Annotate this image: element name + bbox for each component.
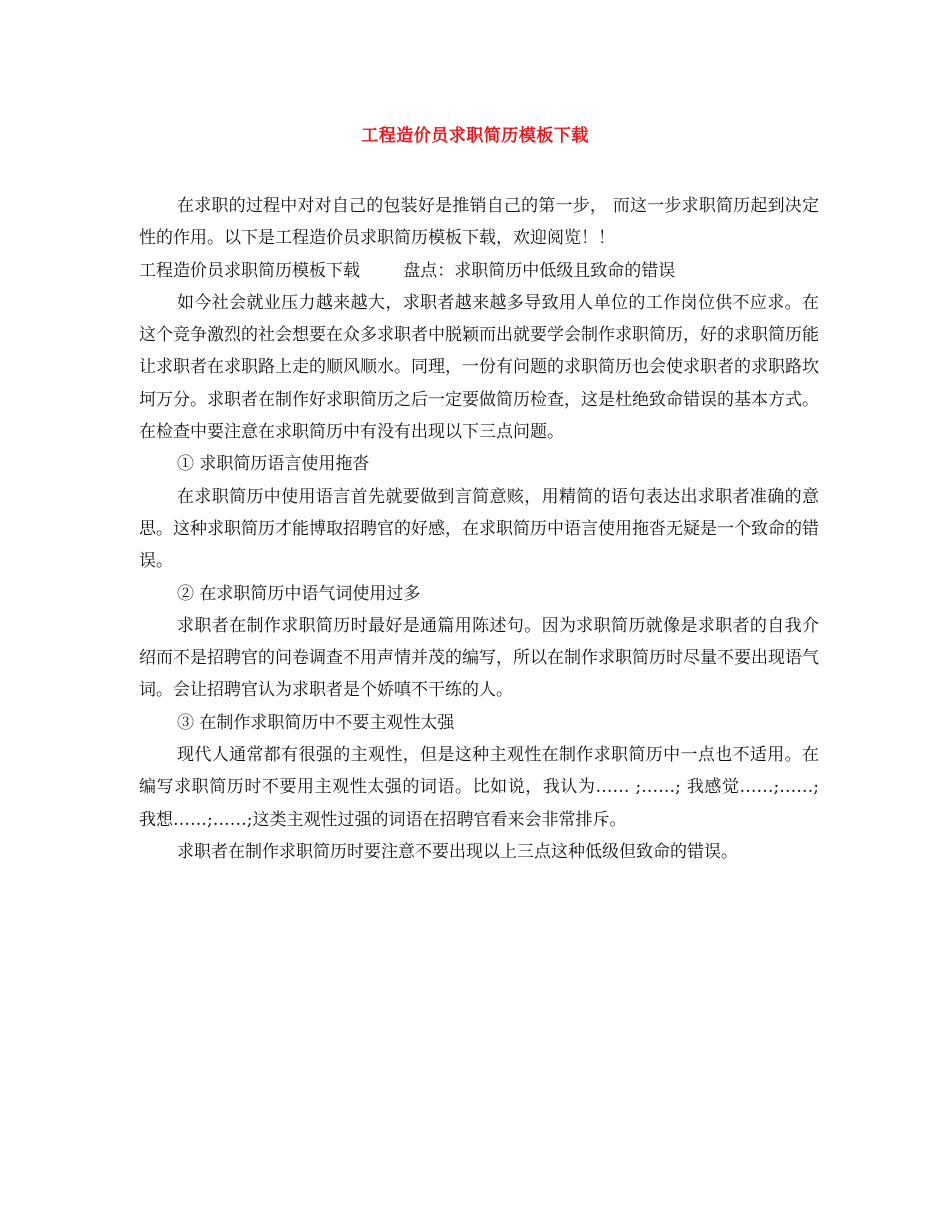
subtitle-line: 工程造价员求职简历模板下载 盘点：求职简历中低级且致命的错误: [139, 260, 676, 281]
paragraph-2: 在求职简历中使用语言首先就要做到言简意赅，用精简的语句表达出求职者准确的意思。这种求职简历才能博取招聘官的好感，在求职简历中语言使用拖沓无疑是一个致命的错误。: [139, 486, 819, 572]
document-title: 工程造价员求职简历模板下载: [361, 126, 589, 146]
paragraph-1: 如今社会就业压力越来越大，求职者越来越多导致用人单位的工作岗位供不应求。在这个竞争激烈的社会想要在众多求职者中脱颖而出就要学会制作求职简历，好的求职简历能让求职者在求职路上走的顺风顺水。同理，一份有问题的求职简历也会使求职者的求职路坎坷万分。求职者在制作好求职简历之后一定要做简历检查，这是杜绝致命错误的基本方式。在检查中要注意在求职简历中有没有出现以下三点问题。: [139, 292, 819, 443]
heading-1: ① 求职简历语言使用拖沓: [177, 454, 370, 475]
paragraph-3: 求职者在制作求职简历时最好是通篇用陈述句。因为求职简历就像是求职者的自我介绍而不是招聘官的问卷调查不用声情并茂的编写，所以在制作求职简历时尽量不要出现语气词。会让招聘官认为求职者是个娇嗔不干练的人。: [139, 615, 819, 701]
document-body: [139, 190, 819, 868]
paragraph-5: 求职者在制作求职简历时要注意不要出现以上三点这种低级但致命的错误。: [177, 841, 738, 862]
paragraph-4: 现代人通常都有很强的主观性，但是这种主观性在制作求职简历中一点也不适用。在编写求职简历时不要用主观性太强的词语。比如说，我认为…… ;……; 我感觉……;……; 我想……;……;这类主观性过强的词语在招聘官看来会非常排斥。: [139, 745, 819, 830]
intro-paragraph: 在求职的过程中对对自己的包装好是推销自己的第一步， 而这一步求职简历起到决定性的作用。以下是工程造价员求职简历模板下载，欢迎阅览！！: [139, 196, 819, 249]
heading-3: ③ 在制作求职简历中不要主观性太强: [177, 712, 455, 733]
heading-2: ② 在求职简历中语气词使用过多: [177, 583, 421, 604]
